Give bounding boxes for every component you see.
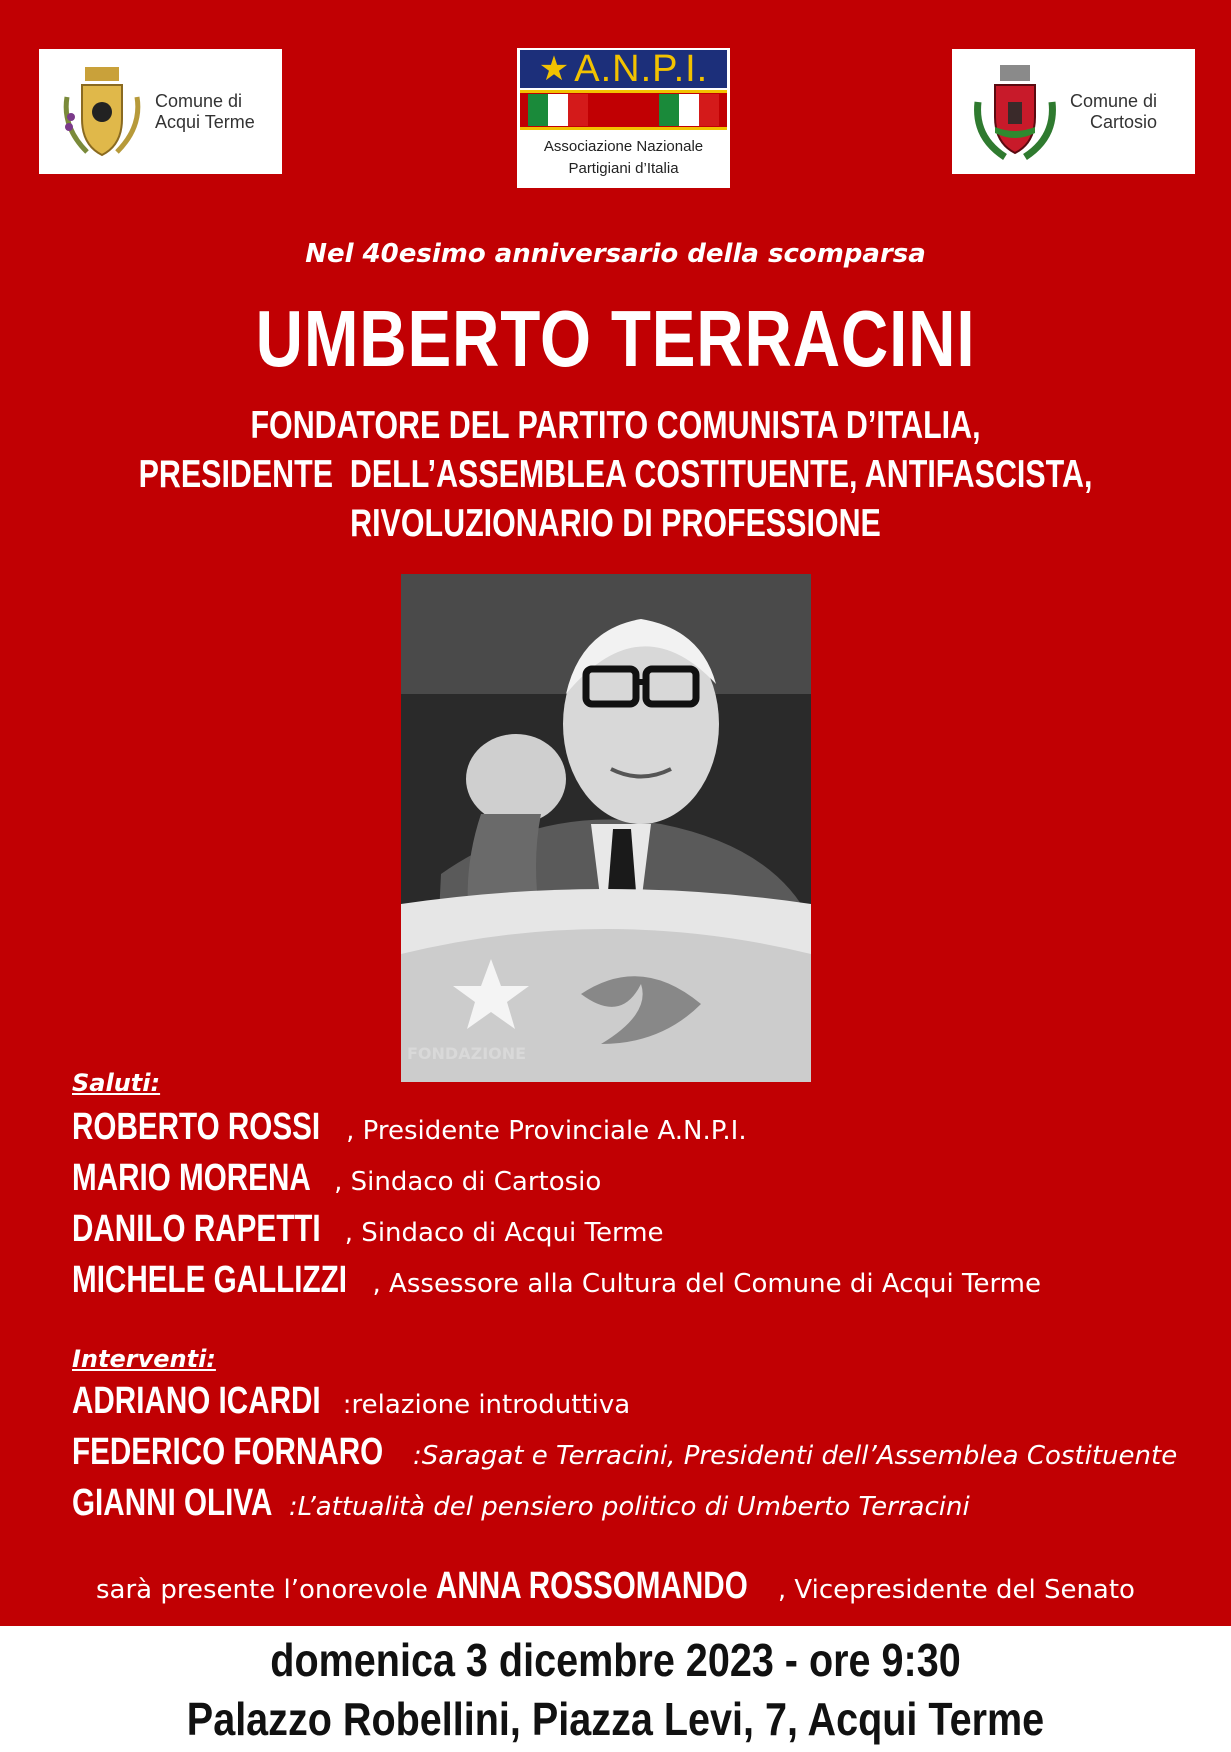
anpi-acronym: A.N.P.I. [574, 47, 709, 90]
portrait-illustration [401, 574, 811, 1082]
person-topic: Saragat e Terracini, Presidenti dell’Assemblea Costituente [421, 1441, 1178, 1471]
person-name: MARIO MORENA [72, 1157, 311, 1199]
person-role: , Sindaco di Acqui Terme [344, 1218, 664, 1248]
person-separator: : [413, 1441, 422, 1471]
logo-right-line1: Comune di [1070, 90, 1158, 111]
subtitle-line: PRESIDENTE DELL’ASSEMBLEA COSTITUENTE, ANTIFASCISTA, [138, 453, 1093, 496]
list-item [72, 1157, 601, 1200]
saluti-label: Saluti: [72, 1069, 161, 1097]
comune-acqui-terme-text [155, 91, 255, 132]
subtitle-line: FONDATORE DEL PARTITO COMUNISTA D’ITALIA, [250, 404, 981, 447]
presence-name: ANNA ROSSOMANDO [436, 1565, 748, 1607]
person-name: DANILO RAPETTI [72, 1208, 321, 1250]
event-date: domenica 3 dicembre 2023 - ore 9:30 [270, 1634, 961, 1686]
terracini-photo [401, 574, 811, 1082]
list-item [72, 1259, 1041, 1302]
person-name: GIANNI OLIVA [72, 1482, 273, 1524]
event-venue: Palazzo Robellini, Piazza Levi, 7, Acqui Terme [186, 1693, 1045, 1745]
person-role: , Assessore alla Cultura del Comune di Acqui Terme [372, 1269, 1042, 1299]
person-name: FEDERICO FORNARO [72, 1431, 384, 1473]
person-name: ROBERTO ROSSI [72, 1106, 321, 1148]
comune-cartosio-text [1070, 91, 1157, 132]
person-topic: relazione introduttiva [351, 1390, 631, 1420]
page-title: UMBERTO TERRACINI [255, 294, 976, 383]
anpi-caption-line1: Associazione Nazionale [543, 138, 704, 155]
subtitle [135, 401, 1095, 548]
person-separator: : [342, 1390, 352, 1420]
list-item [72, 1106, 747, 1149]
comune-acqui-terme-logo [39, 49, 282, 174]
photo-watermark: FONDAZIONE [407, 1044, 527, 1063]
person-role: , Sindaco di Cartosio [334, 1167, 602, 1197]
list-item [72, 1482, 970, 1525]
presence-after: , Vicepresidente del Senato [777, 1575, 1135, 1605]
anpi-caption-line2: Partigiani d’Italia [568, 159, 679, 177]
list-item [72, 1208, 664, 1251]
italian-flag-icon [659, 94, 719, 126]
person-name: MICHELE GALLIZZI [72, 1259, 347, 1301]
acqui-terme-crest-icon [57, 57, 147, 167]
comune-cartosio-logo [952, 49, 1195, 174]
presence-line [0, 1565, 1231, 1608]
cartosio-crest-icon [970, 57, 1060, 167]
anpi-star-icon: ★ [538, 50, 571, 88]
anniversary-text: Nel 40esimo anniversario della scomparsa [305, 239, 926, 269]
person-role: , Presidente Provinciale A.N.P.I. [346, 1116, 747, 1146]
logo-right-line2: Cartosio [1090, 111, 1158, 132]
person-separator: : [288, 1492, 298, 1522]
subtitle-line: RIVOLUZIONARIO DI PROFESSIONE [350, 502, 881, 545]
anpi-caption [517, 136, 730, 180]
presence-before: sarà presente l’onorevole [96, 1575, 437, 1605]
list-item [72, 1380, 630, 1423]
person-name: ADRIANO ICARDI [72, 1380, 321, 1422]
logo-left-line2: Acqui Terme [155, 111, 255, 132]
anpi-banner [520, 47, 727, 90]
italian-flag-icon [528, 94, 588, 126]
anpi-flags [520, 90, 727, 130]
anpi-logo [517, 48, 730, 188]
interventi-label: Interventi: [72, 1345, 216, 1373]
logo-left-line1: Comune di [155, 90, 243, 111]
person-topic: L’attualità del pensiero politico di Umberto Terracini [297, 1492, 970, 1522]
list-item [72, 1431, 1177, 1474]
